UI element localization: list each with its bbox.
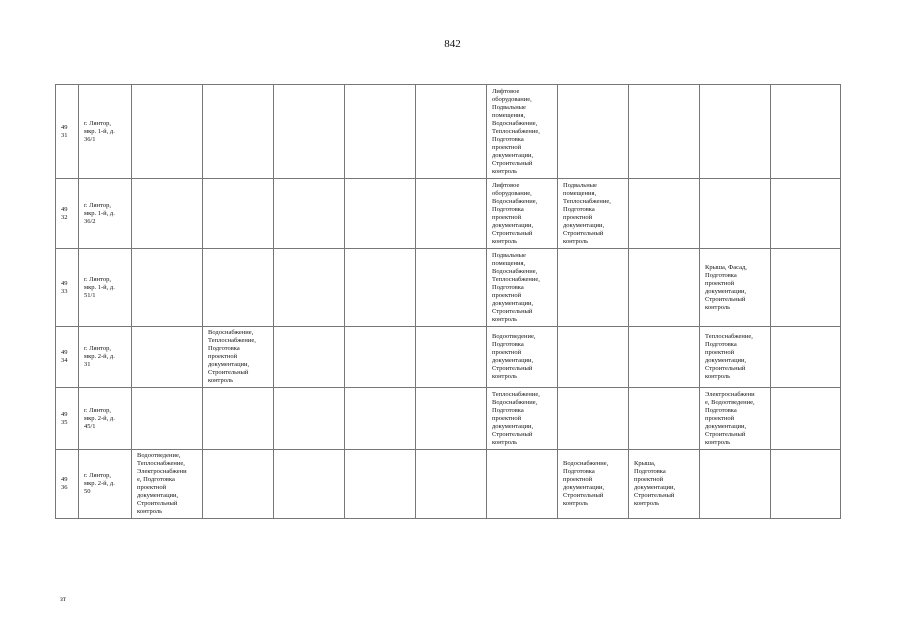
- work-types-text: Водоотведение, Подготовка проектной документации, Строительный контроль: [492, 333, 536, 380]
- address-text: г. Лянтор, мкр. 1-й, д. 36/1: [84, 119, 115, 143]
- work-types-cell: [274, 85, 345, 179]
- work-types-cell: [629, 179, 700, 249]
- address-cell: [79, 85, 132, 179]
- work-types-text: Лифтовое оборудование, Подвальные помещения, Водоснабжение, Теплоснабжение, Подготовка проектной документации, Строительный контроль: [492, 87, 540, 175]
- work-types-cell: [132, 388, 203, 450]
- work-types-cell: [700, 249, 771, 327]
- row-number-cell: [56, 388, 79, 450]
- work-types-cell: [487, 327, 558, 388]
- work-types-cell: [629, 450, 700, 519]
- row-number: 49 33: [61, 279, 68, 295]
- work-types-cell: [558, 85, 629, 179]
- work-types-cell: [558, 388, 629, 450]
- work-types-cell: [132, 450, 203, 519]
- row-number: 49 34: [61, 349, 68, 364]
- row-number: 49 32: [61, 205, 68, 221]
- row-number: 49 36: [61, 476, 68, 491]
- address-cell: [79, 327, 132, 388]
- work-types-cell: [274, 249, 345, 327]
- work-types-cell: [345, 249, 416, 327]
- address-text: г. Лянтор, мкр. 2-й, д. 45/1: [84, 406, 115, 430]
- address-text: г. Лянтор, мкр. 1-й, д. 51/1: [84, 275, 115, 299]
- work-types-cell: [700, 327, 771, 388]
- address-cell: [79, 249, 132, 327]
- work-types-cell: [487, 388, 558, 450]
- work-types-text: Теплоснабжение, Подготовка проектной документации, Строительный контроль: [705, 333, 753, 380]
- work-types-cell: [700, 179, 771, 249]
- table-row: [56, 327, 841, 388]
- table-row: [56, 85, 841, 179]
- work-types-cell: [345, 450, 416, 519]
- work-types-cell: [629, 327, 700, 388]
- work-types-text: Крыша, Фасад, Подготовка проектной документации, Строительный контроль: [705, 263, 747, 311]
- work-types-text: Лифтовое оборудование, Водоснабжение, Подготовка проектной документации, Строительный контроль: [492, 181, 538, 245]
- address-text: г. Лянтор, мкр. 2-й, д. 31: [84, 345, 115, 368]
- table-row: [56, 179, 841, 249]
- work-types-cell: [345, 327, 416, 388]
- work-types-cell: [700, 85, 771, 179]
- work-types-cell: [771, 249, 841, 327]
- work-types-cell: [558, 179, 629, 249]
- work-types-cell: [771, 450, 841, 519]
- work-types-cell: [487, 179, 558, 249]
- work-types-cell: [345, 85, 416, 179]
- work-types-cell: [487, 85, 558, 179]
- row-number-cell: [56, 179, 79, 249]
- work-types-cell: [416, 327, 487, 388]
- work-types-cell: [203, 85, 274, 179]
- work-types-cell: [416, 249, 487, 327]
- work-types-cell: [274, 327, 345, 388]
- work-types-cell: [274, 388, 345, 450]
- work-types-cell: [132, 179, 203, 249]
- row-number-cell: [56, 249, 79, 327]
- work-types-cell: [487, 249, 558, 327]
- work-schedule-table: [55, 84, 841, 519]
- work-types-cell: [700, 388, 771, 450]
- work-types-cell: [629, 85, 700, 179]
- work-types-cell: [132, 249, 203, 327]
- row-number-cell: [56, 327, 79, 388]
- table-row: [56, 450, 841, 519]
- row-number: 49 35: [61, 410, 68, 426]
- work-types-text: Теплоснабжение, Водоснабжение, Подготовка проектной документации, Строительный контроль: [492, 390, 540, 446]
- table-row: [56, 388, 841, 450]
- address-cell: [79, 179, 132, 249]
- work-types-cell: [416, 450, 487, 519]
- work-types-text: Подвальные помещения, Теплоснабжение, Подготовка проектной документации, Строительный контроль: [563, 181, 611, 245]
- work-types-cell: [132, 327, 203, 388]
- work-types-cell: [487, 450, 558, 519]
- row-number: 49 31: [61, 123, 68, 139]
- work-types-text: Подвальные помещения, Водоснабжение, Теплоснабжение, Подготовка проектной документации, Строительный контроль: [492, 251, 540, 323]
- work-types-cell: [132, 85, 203, 179]
- work-types-cell: [558, 249, 629, 327]
- work-types-cell: [416, 388, 487, 450]
- work-types-cell: [203, 327, 274, 388]
- work-types-text: Крыша, Подготовка проектной документации, Строительный контроль: [634, 460, 676, 507]
- work-types-cell: [771, 327, 841, 388]
- work-types-cell: [771, 85, 841, 179]
- footer-mark: зт: [60, 595, 66, 603]
- page-number: 842: [444, 38, 461, 50]
- address-cell: [79, 450, 132, 519]
- work-types-cell: [274, 179, 345, 249]
- address-text: г. Лянтор, мкр. 1-й, д. 36/2: [84, 201, 115, 225]
- address-text: г. Лянтор, мкр. 2-й, д. 50: [84, 472, 115, 495]
- work-types-cell: [203, 388, 274, 450]
- work-types-cell: [416, 85, 487, 179]
- work-types-cell: [558, 327, 629, 388]
- work-types-cell: [345, 179, 416, 249]
- work-types-cell: [345, 388, 416, 450]
- work-types-cell: [203, 249, 274, 327]
- work-types-cell: [629, 249, 700, 327]
- work-types-cell: [203, 450, 274, 519]
- work-types-cell: [629, 388, 700, 450]
- row-number-cell: [56, 85, 79, 179]
- table-row: [56, 249, 841, 327]
- work-types-cell: [203, 179, 274, 249]
- work-types-text: Водоснабжение, Теплоснабжение, Подготовка проектной документации, Строительный контроль: [208, 329, 256, 384]
- row-number-cell: [56, 450, 79, 519]
- work-types-cell: [771, 388, 841, 450]
- work-types-cell: [274, 450, 345, 519]
- work-types-text: Водоснабжение, Подготовка проектной документации, Строительный контроль: [563, 460, 609, 507]
- work-types-cell: [416, 179, 487, 249]
- address-cell: [79, 388, 132, 450]
- work-types-cell: [558, 450, 629, 519]
- work-types-cell: [700, 450, 771, 519]
- work-types-text: Электроснабжени е, Водоотведение, Подготовка проектной документации, Строительный контроль: [705, 390, 755, 446]
- work-types-cell: [771, 179, 841, 249]
- work-types-text: Водоотведение, Теплоснабжение, Электроснабжени е, Подготовка проектной документации, Строительный контроль: [137, 452, 187, 515]
